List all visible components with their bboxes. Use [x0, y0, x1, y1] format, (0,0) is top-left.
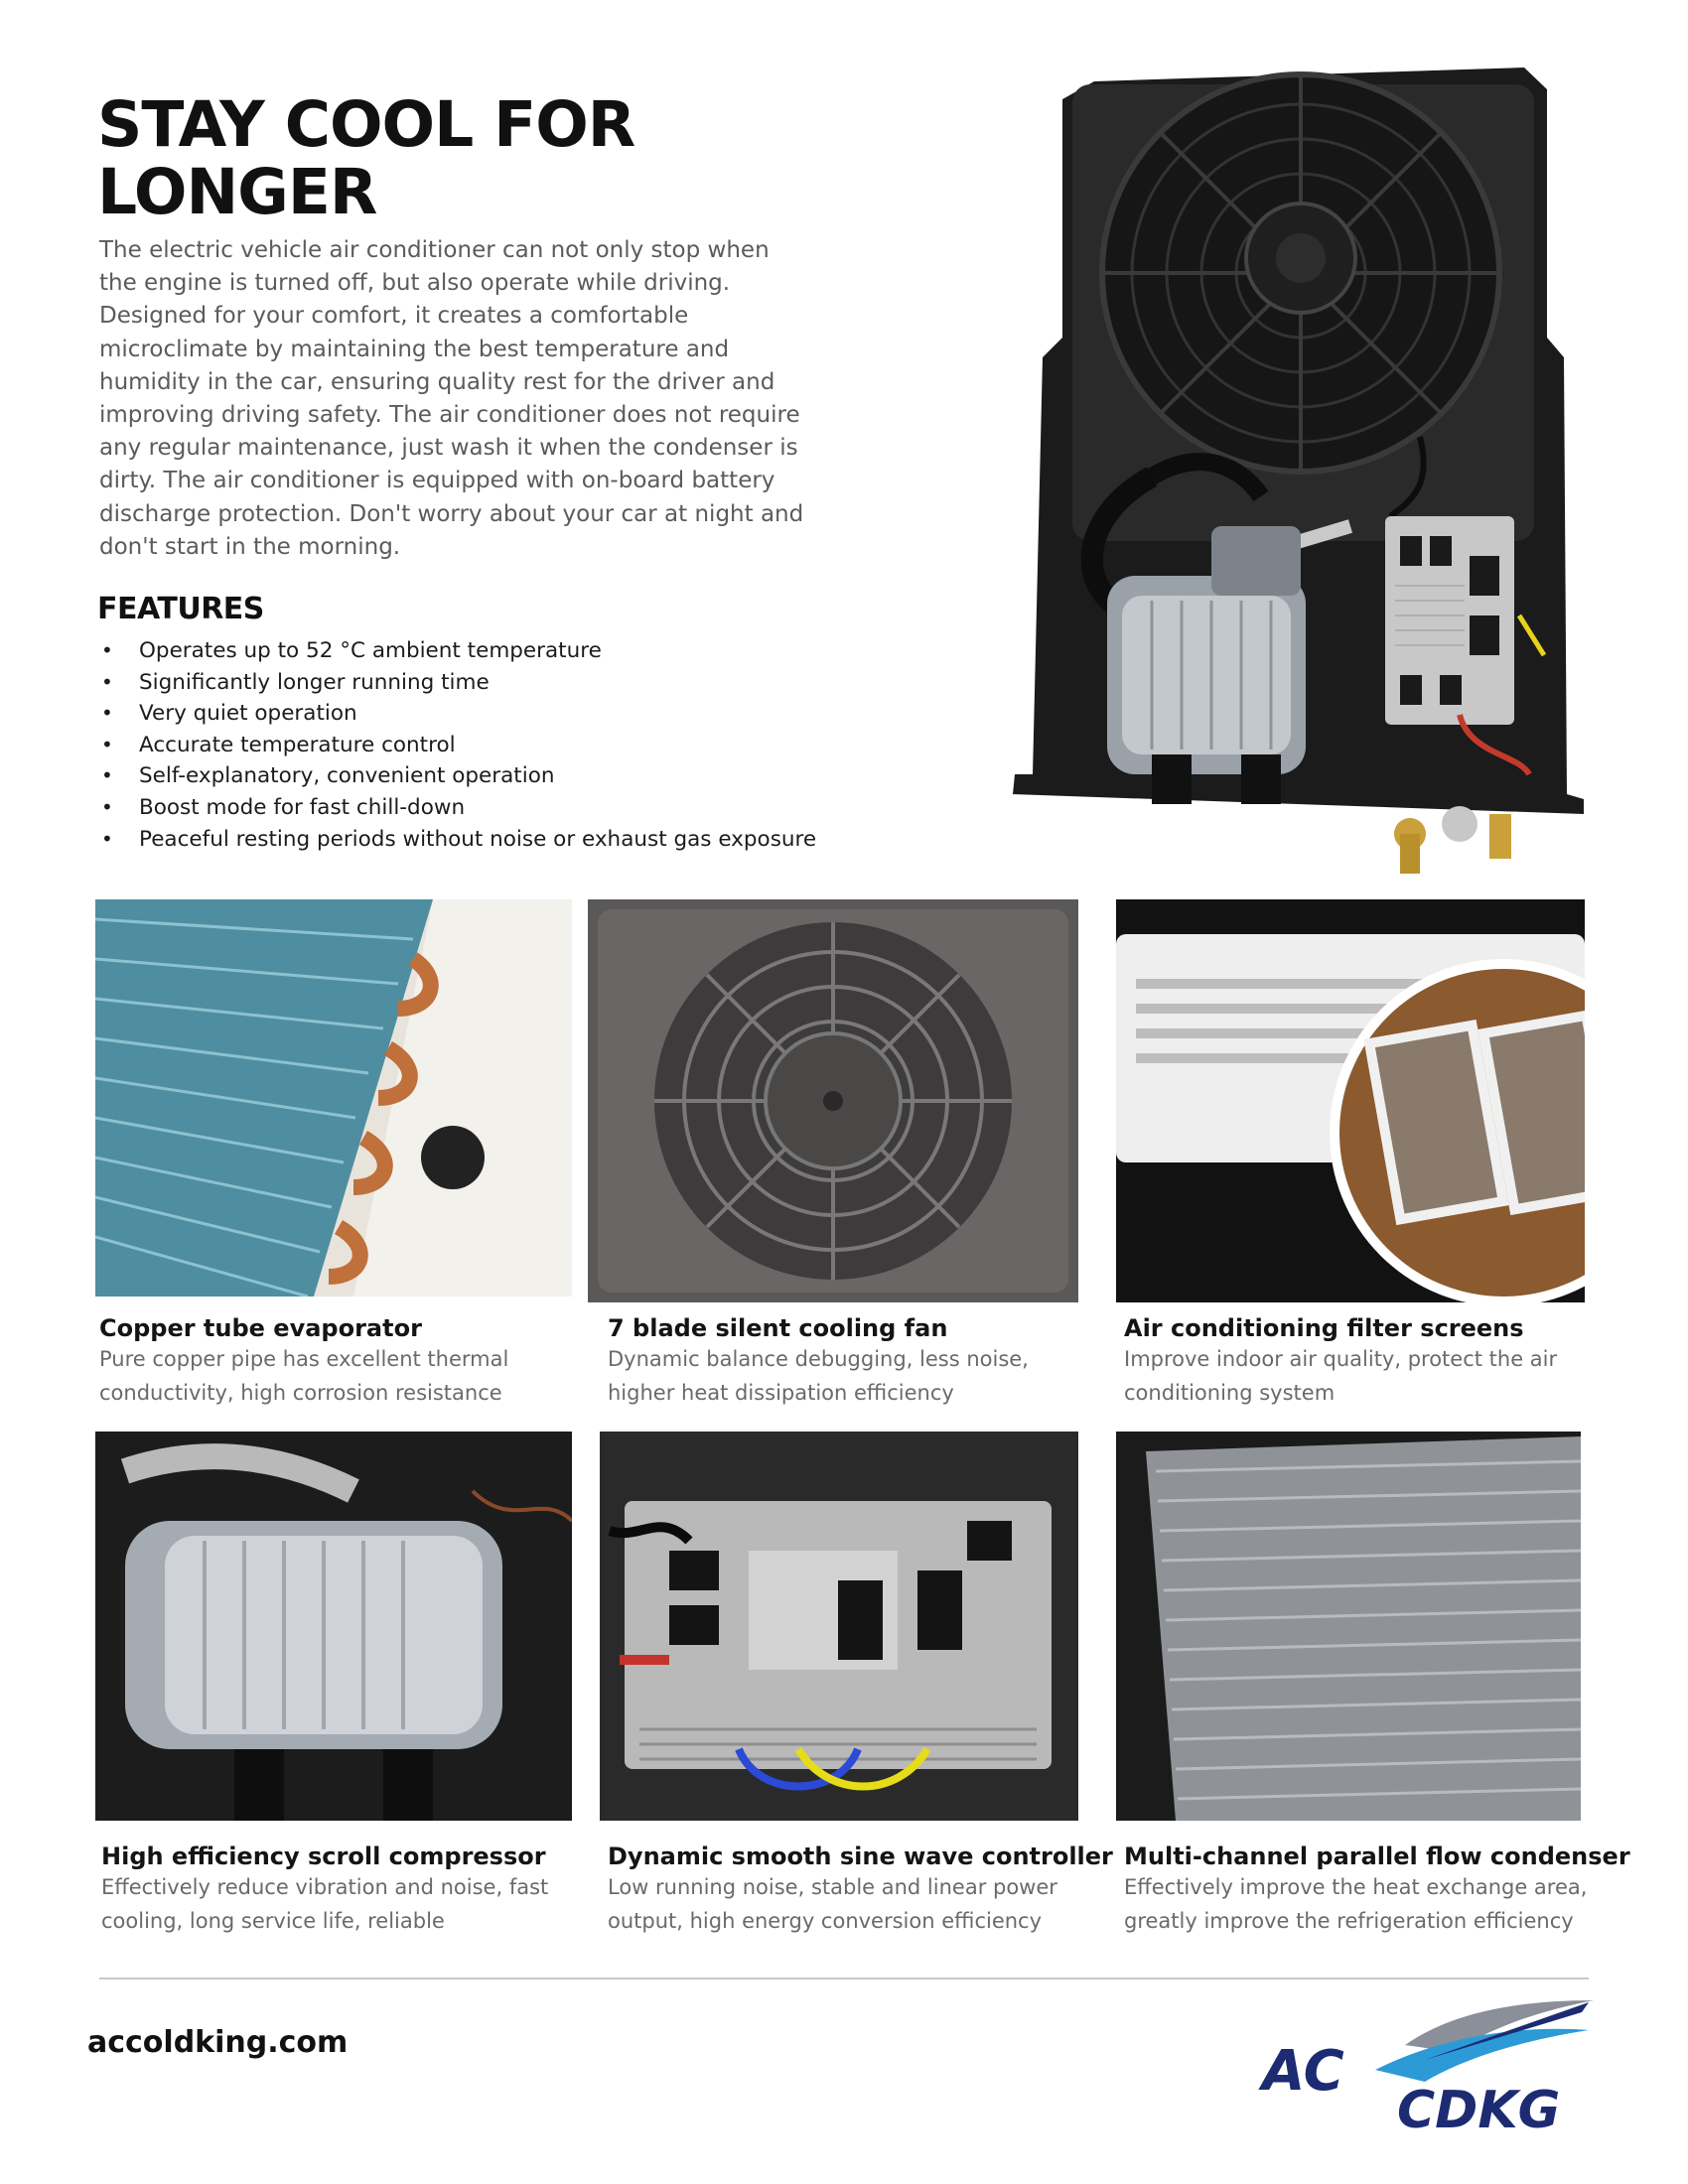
feature-text: Self-explanatory, convenient operation	[139, 763, 555, 789]
feature-item	[97, 667, 852, 699]
bullet-icon: •	[101, 826, 113, 851]
condenser-photo	[1116, 1432, 1581, 1821]
controller-photo	[600, 1432, 1078, 1821]
feature-text: Operates up to 52 °C ambient temperature	[139, 638, 602, 663]
component-description: Effectively improve the heat exchange area, greatly improve the refrigeration efficiency	[1124, 1875, 1588, 1933]
footer-divider	[99, 1978, 1589, 1979]
feature-text: Significantly longer running time	[139, 669, 490, 695]
component-description: Low running noise, stable and linear power output, high energy conversion efficiency	[608, 1875, 1057, 1933]
page-title-line1: STAY COOL FOR	[97, 88, 635, 161]
component-title: Dynamic smooth sine wave controller	[608, 1843, 1113, 1870]
component-card-filter-screens	[1124, 1314, 1589, 1410]
logo-text-right: CDKG	[1397, 2081, 1561, 2139]
feature-item	[97, 635, 852, 667]
bullet-icon: •	[101, 732, 113, 756]
features-list	[97, 635, 852, 855]
bullet-icon: •	[101, 763, 113, 788]
component-card-compressor	[101, 1843, 588, 1938]
features-heading: FEATURES	[97, 592, 264, 626]
feature-item	[97, 792, 852, 824]
component-card-cooling-fan	[608, 1314, 1074, 1410]
bullet-icon: •	[101, 669, 113, 694]
component-card-evaporator	[99, 1314, 566, 1410]
component-title: Multi-channel parallel flow condenser	[1124, 1843, 1630, 1870]
component-title: 7 blade silent cooling fan	[608, 1314, 948, 1342]
feature-item	[97, 698, 852, 730]
logo-text-left: AC	[1262, 2039, 1344, 2104]
component-description: Effectively reduce vibration and noise, fast cooling, long service life, reliable	[101, 1875, 549, 1933]
feature-item	[97, 824, 852, 856]
component-description: Pure copper pipe has excellent thermal conductivity, high corrosion resistance	[99, 1347, 509, 1405]
component-title: Copper tube evaporator	[99, 1314, 422, 1342]
feature-item	[97, 730, 852, 761]
bullet-icon: •	[101, 701, 113, 726]
logo-swoosh-blue	[1375, 2029, 1589, 2082]
component-card-controller	[608, 1843, 1113, 1938]
feature-item	[97, 760, 852, 792]
hero-product-image	[1003, 60, 1589, 893]
page-title-line2: LONGER	[97, 156, 377, 228]
component-description: Dynamic balance debugging, less noise, higher heat dissipation efficiency	[608, 1347, 1029, 1405]
page-title	[97, 88, 792, 228]
feature-text: Accurate temperature control	[139, 732, 456, 757]
cooling-fan-photo	[588, 899, 1078, 1302]
website-link[interactable]: accoldking.com	[87, 2025, 349, 2060]
evaporator-photo	[95, 899, 572, 1297]
filter-screen-photo	[1116, 899, 1585, 1302]
intro-paragraph: The electric vehicle air conditioner can not only stop when the engine is turned off, but also operate while driving. Designed for your comfort, it creates a comfortable microclimate by maintaining the best temperature and humidity in the car, ensuring quality rest for the driver and improving driving safety. The air conditioner does not require any regular maintenance, just wash it when the condenser is dirty. The air conditioner is equipped with on-board battery discharge protection. Don't worry about your car at night and don't start in the morning.	[99, 237, 804, 560]
brand-logo	[1256, 1990, 1599, 2139]
feature-text: Boost mode for fast chill-down	[139, 794, 466, 820]
bullet-icon: •	[101, 638, 113, 662]
component-card-condenser	[1124, 1843, 1630, 1938]
feature-text: Very quiet operation	[139, 701, 357, 727]
component-description: Improve indoor air quality, protect the air conditioning system	[1124, 1347, 1558, 1405]
component-title: High efficiency scroll compressor	[101, 1843, 546, 1870]
component-title: Air conditioning filter screens	[1124, 1314, 1524, 1342]
compressor-photo	[95, 1432, 572, 1821]
feature-text: Peaceful resting periods without noise or exhaust gas exposure	[139, 826, 817, 852]
bullet-icon: •	[101, 794, 113, 819]
